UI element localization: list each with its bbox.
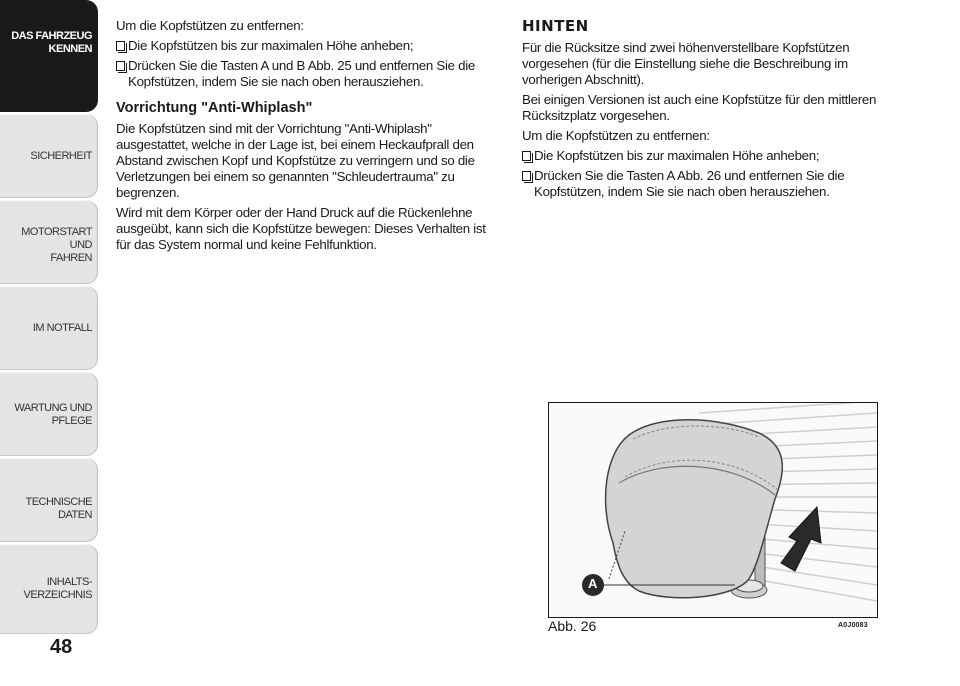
tab-technische-daten[interactable] xyxy=(0,458,98,542)
list-item-text: Drücken Sie die Tasten A und B Abb. 25 und entfernen Sie die Kopfstützen, indem Sie sie nach oben herausziehen. xyxy=(128,58,475,89)
tab-im-notfall[interactable] xyxy=(0,286,98,370)
tab-label: DAS FAHRZEUG KENNEN xyxy=(11,30,92,55)
callout-a-label: A xyxy=(588,576,598,591)
list-item xyxy=(522,168,906,200)
checkbox-bullet-icon xyxy=(522,171,531,181)
arrow-up-icon xyxy=(781,507,821,571)
section-heading: HINTEN xyxy=(522,17,589,35)
left-column xyxy=(116,18,500,257)
list-item-text: Die Kopfstützen bis zur maximalen Höhe anheben; xyxy=(128,38,414,53)
tab-das-fahrzeug-kennen[interactable] xyxy=(0,0,98,112)
tab-motorstart-und-fahren[interactable] xyxy=(0,200,98,284)
tab-sicherheit[interactable] xyxy=(0,114,98,198)
headrest-illustration xyxy=(548,402,878,618)
figure-caption: Abb. 26 xyxy=(548,618,597,634)
right-column xyxy=(522,18,906,204)
tab-label: SICHERHEIT xyxy=(30,150,92,162)
paragraph: Die Kopfstützen sind mit der Vorrichtung "Anti-Whiplash" ausgestattet, welche in der Lage ist, bei einem Heckaufprall den Abstand zwischen Kopf und Kopfstütze zu verringern und so die Verletzungen bei einem so genannten "Schleudertrauma" zu begrenzen. xyxy=(116,121,475,200)
paragraph: Für die Rücksitze sind zwei höhenverstellbare Kopfstützen vorgesehen (für die Einstellung siehe die Beschreibung im vorherigen Abschnitt). xyxy=(522,40,850,87)
list-item-text: Die Kopfstützen bis zur maximalen Höhe anheben; xyxy=(534,148,820,163)
paragraph: Bei einigen Versionen ist auch eine Kopfstütze für den mittleren Rücksitzplatz vorgesehen. xyxy=(522,92,877,123)
tab-label: WARTUNG UND PFLEGE xyxy=(14,402,92,427)
chapter-tabs xyxy=(0,0,100,640)
page-number: 48 xyxy=(50,636,73,658)
tab-label: INHALTS- VERZEICHNIS xyxy=(23,576,92,601)
section-title: Vorrichtung "Anti-Whiplash" xyxy=(116,100,313,116)
figure-code: A0J0083 xyxy=(838,622,868,629)
tab-label: TECHNISCHE DATEN xyxy=(25,496,92,521)
list-item xyxy=(522,148,906,164)
tab-inhaltsverzeichnis[interactable] xyxy=(0,544,98,634)
list-item xyxy=(116,58,500,90)
tab-label: MOTORSTART UND FAHREN xyxy=(21,226,92,264)
checkbox-bullet-icon xyxy=(522,151,531,161)
intro-text: Um die Kopfstützen zu entfernen: xyxy=(522,128,710,143)
paragraph: Wird mit dem Körper oder der Hand Druck auf die Rückenlehne ausgeübt, kann sich die Kopfstütze bewegen: Dieses Verhalten ist für das System normal und keine Fehlfunktion. xyxy=(116,205,486,252)
intro-text: Um die Kopfstützen zu entfernen: xyxy=(116,18,304,33)
list-item-text: Drücken Sie die Tasten A Abb. 26 und entfernen Sie die Kopfstützen, indem Sie sie nach oben herausziehen. xyxy=(534,168,845,199)
headrest-drawing xyxy=(549,403,877,617)
tab-wartung-und-pflege[interactable] xyxy=(0,372,98,456)
list-item xyxy=(116,38,500,54)
checkbox-bullet-icon xyxy=(116,41,125,51)
checkbox-bullet-icon xyxy=(116,61,125,71)
tab-label: IM NOTFALL xyxy=(32,322,92,334)
